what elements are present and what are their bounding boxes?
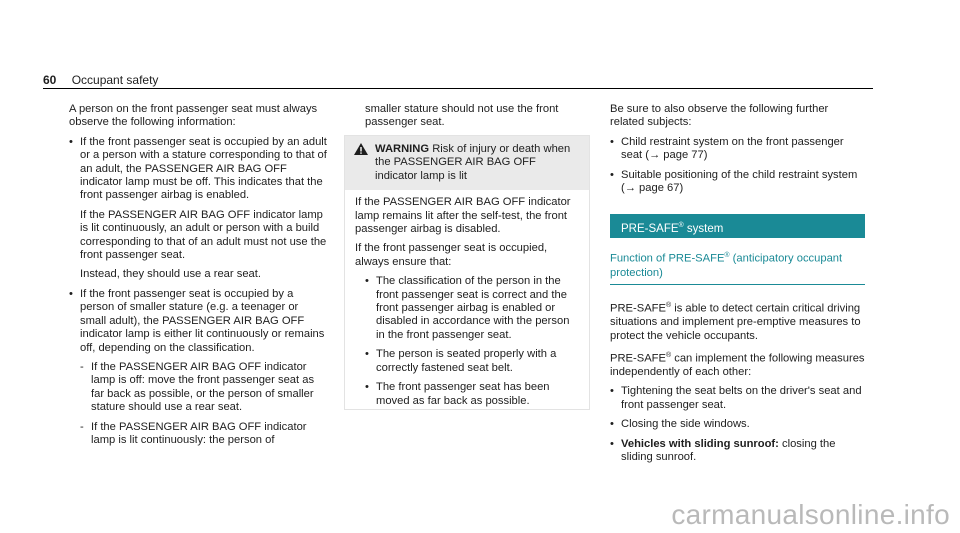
section-title: Occupant safety (71, 73, 159, 87)
bullet-text: If the front passenger seat is occupied by a person of smaller stature (e.g. a teenager or small adult), the PASSENGER AIR BAG OFF indicator lamp is either lit continuously or remains off, depending on the classification. (80, 287, 325, 354)
list-item (69, 136, 327, 282)
registered-mark: ® (665, 351, 672, 359)
list-item: • Tightening the seat belts on the driver's seat and front passenger seat. (610, 385, 865, 412)
subsection-heading (610, 249, 865, 285)
sunroof-text: closing the sliding sunroof. (621, 437, 836, 464)
list-item (610, 438, 865, 465)
page-reference-link[interactable]: page 67 (639, 182, 680, 195)
list-item: • The classification of the person in the front passenger seat is correct and the front passenger airbag is enabled or disabled in accordance with the person in the front passenger seat. (365, 275, 579, 342)
page-reference-link[interactable]: page 77 (663, 149, 704, 162)
section-bar-suffix: system (683, 223, 724, 236)
arrow-icon: → (649, 149, 661, 162)
warning-heading: Risk of injury or death when the PASSENGER AIR BAG OFF indicator lamp is lit (375, 143, 571, 182)
section-bar (610, 214, 865, 238)
related-link-item: • Suitable positioning of the child restraint system (→ page 67) (610, 169, 865, 196)
warning-box (344, 135, 590, 410)
column-1 (69, 103, 327, 447)
section-bar-name: PRE-SAFE (621, 223, 679, 236)
warning-paragraph: If the PASSENGER AIR BAG OFF indicator lamp remains lit after the self-test, the front passenger airbag is disabled. (355, 196, 571, 236)
list-item: • Closing the side windows. (610, 418, 865, 431)
link-text: Suitable positioning of the child restraint system (621, 168, 858, 181)
bullet-list (69, 136, 327, 448)
warning-body (345, 190, 589, 414)
sunroof-label: Vehicles with sliding sunroof: (621, 437, 779, 450)
warning-label: WARNING (375, 143, 430, 155)
registered-mark: ® (724, 252, 730, 260)
continuation-text (365, 103, 585, 130)
list-item: • The front passenger seat has been moved as far back as possible. (365, 381, 579, 408)
warning-triangle-icon (354, 143, 368, 159)
prescafe-name: PRE-SAFE (610, 302, 666, 315)
arrow-icon: → (624, 182, 636, 195)
warning-header (345, 136, 589, 190)
paragraph-text: is able to detect certain critical driving situations and implement pre-emptive measures to protect the vehicle occupants. (610, 302, 861, 342)
page-header (43, 73, 158, 87)
column-3 (610, 103, 865, 465)
related-link-item: • Child restraint system on the front passenger seat (→ page 77) (610, 136, 865, 163)
prescafe-name: PRE-SAFE (610, 352, 666, 365)
subsection-post: (anticipatory occupant protection) (610, 253, 843, 279)
related-list (610, 136, 865, 196)
continuation-paragraph: smaller stature should not use the front passenger seat. (365, 103, 559, 129)
page-number: 60 (43, 73, 57, 87)
dash-item: - If the PASSENGER AIR BAG OFF indicator lamp is lit continuously: the person of (80, 421, 327, 448)
subsection-pre: Function of PRE-SAFE (610, 253, 725, 266)
prescafe-paragraph (610, 299, 865, 343)
registered-mark: ® (665, 301, 672, 309)
warning-paragraph: If the front passenger seat is occupied, always ensure that: (355, 242, 548, 268)
paragraph-text: can implement the following measures independently of each other: (610, 352, 865, 379)
bullet-subparagraph: Instead, they should use a rear seat. (80, 268, 261, 281)
list-item (69, 288, 327, 447)
header-divider (43, 88, 873, 89)
bullet-subparagraph: If the PASSENGER AIR BAG OFF indicator lamp is lit continuously, an adult or person with a build corresponding to that of an adult must not use the front passenger seat. (80, 208, 327, 262)
bullet-text: If the front passenger seat is occupied by an adult or a person with a stature corresponding to that of an adult, the PASSENGER AIR BAG OFF indicator lamp must be off. This indicates that the front passenger airbag is enabled. (80, 135, 327, 202)
watermark: carmanualsonline.info (671, 499, 950, 530)
registered-mark: ® (678, 222, 684, 230)
prescafe-paragraph (610, 349, 865, 380)
link-text: Child restraint system on the front passenger seat (621, 135, 844, 162)
list-item: • The person is seated properly with a correctly fastened seat belt. (365, 348, 579, 375)
related-intro: Be sure to also observe the following further related subjects: (610, 103, 829, 129)
measures-list (610, 385, 865, 464)
warning-list (355, 275, 579, 408)
intro-paragraph: A person on the front passenger seat must always observe the following information: (69, 103, 318, 129)
dash-item: - If the PASSENGER AIR BAG OFF indicator lamp is off: move the front passenger seat as far back as possible, or the person of smaller stature should use a rear seat. (80, 361, 327, 415)
